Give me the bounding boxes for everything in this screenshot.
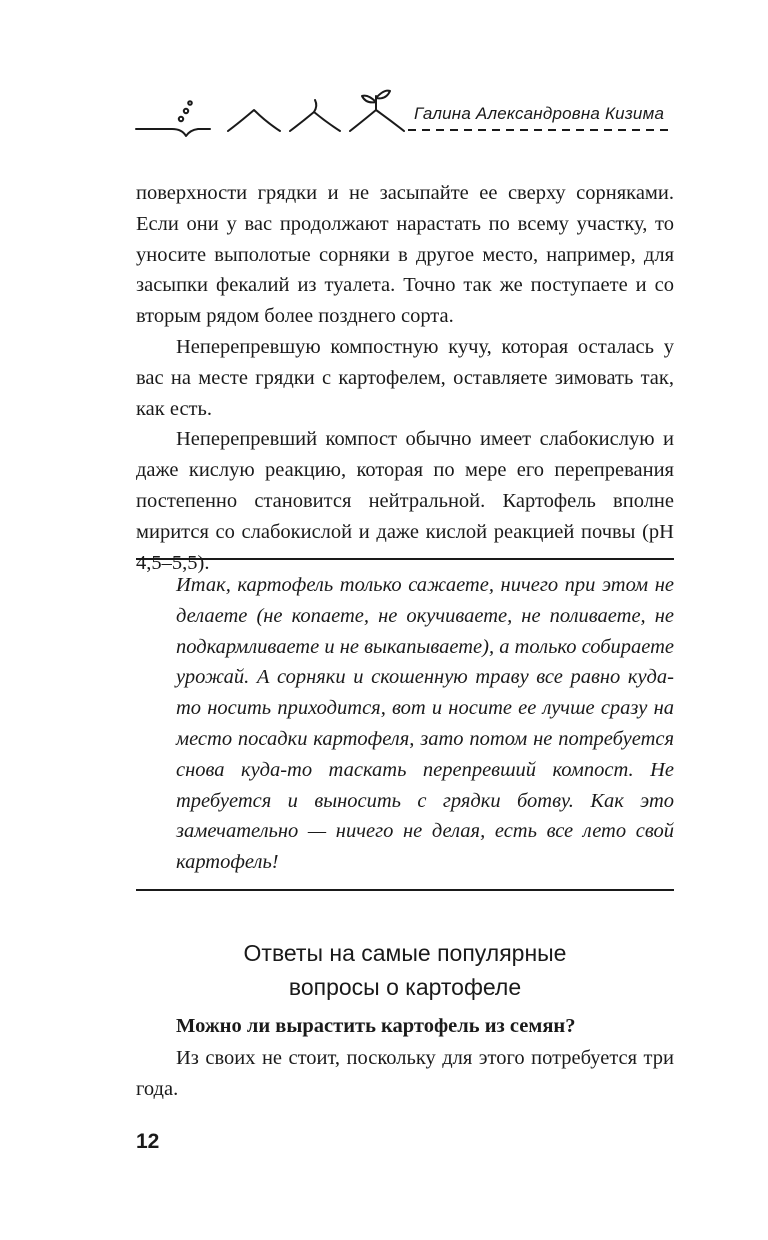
answer [136,1043,674,1105]
question: Можно ли вырастить картофель из семян? [176,1015,576,1037]
divider-top [136,558,674,560]
body-text [136,178,674,578]
divider-bottom [136,889,674,891]
author-name: Галина Александровна Кизима [414,104,665,123]
page-number: 12 [136,1130,160,1153]
section-heading-line: Ответы на самые популярные [243,940,567,966]
paragraph: поверхности грядки и не засыпайте ее сверху сорняками. Если они у вас продолжают нарастать по всему участку, то уносите выполотые сорняки в другое место, например, для засыпки фекалий из туалета. Точно так же поступаете и со вторым рядом более позднего сорта. [136,182,674,328]
paragraph: Неперепревшую компостную кучу, которая осталась у вас на месте грядки с картофелем, оставляете зимовать так, как есть. [136,335,674,420]
section-heading [136,936,674,1004]
paragraph: Неперепревший компост обычно имеет слабокислую и даже кислую реакцию, которая по мере его перепревания постепенно становится нейтральной. Картофель вполне мирится со слабокислой и даже кислой реакцией почвы (рН 4,5–5,5). [136,428,674,574]
callout-text: Итак, картофель только сажаете, ничего при этом не делаете (не копаете, не окучиваете, не поливаете, не подкармливаете и не выкапываете), а только собираете урожай. А сорняки и скошенную траву все равно куда-то носить приходится, вот и носите ее лучше сразу на место посадки картофеля, зато потом не потребуется снова куда-то таскать перепревший компост. Не требуется и выносить с грядки ботву. Как это замечательно — ничего не делая, есть все лето свой картофель! [176,574,674,874]
section-heading-line: вопросы о картофеле [288,974,522,1000]
answer-text: Из своих не стоит, поскольку для этого потребуется три года. [136,1047,674,1100]
